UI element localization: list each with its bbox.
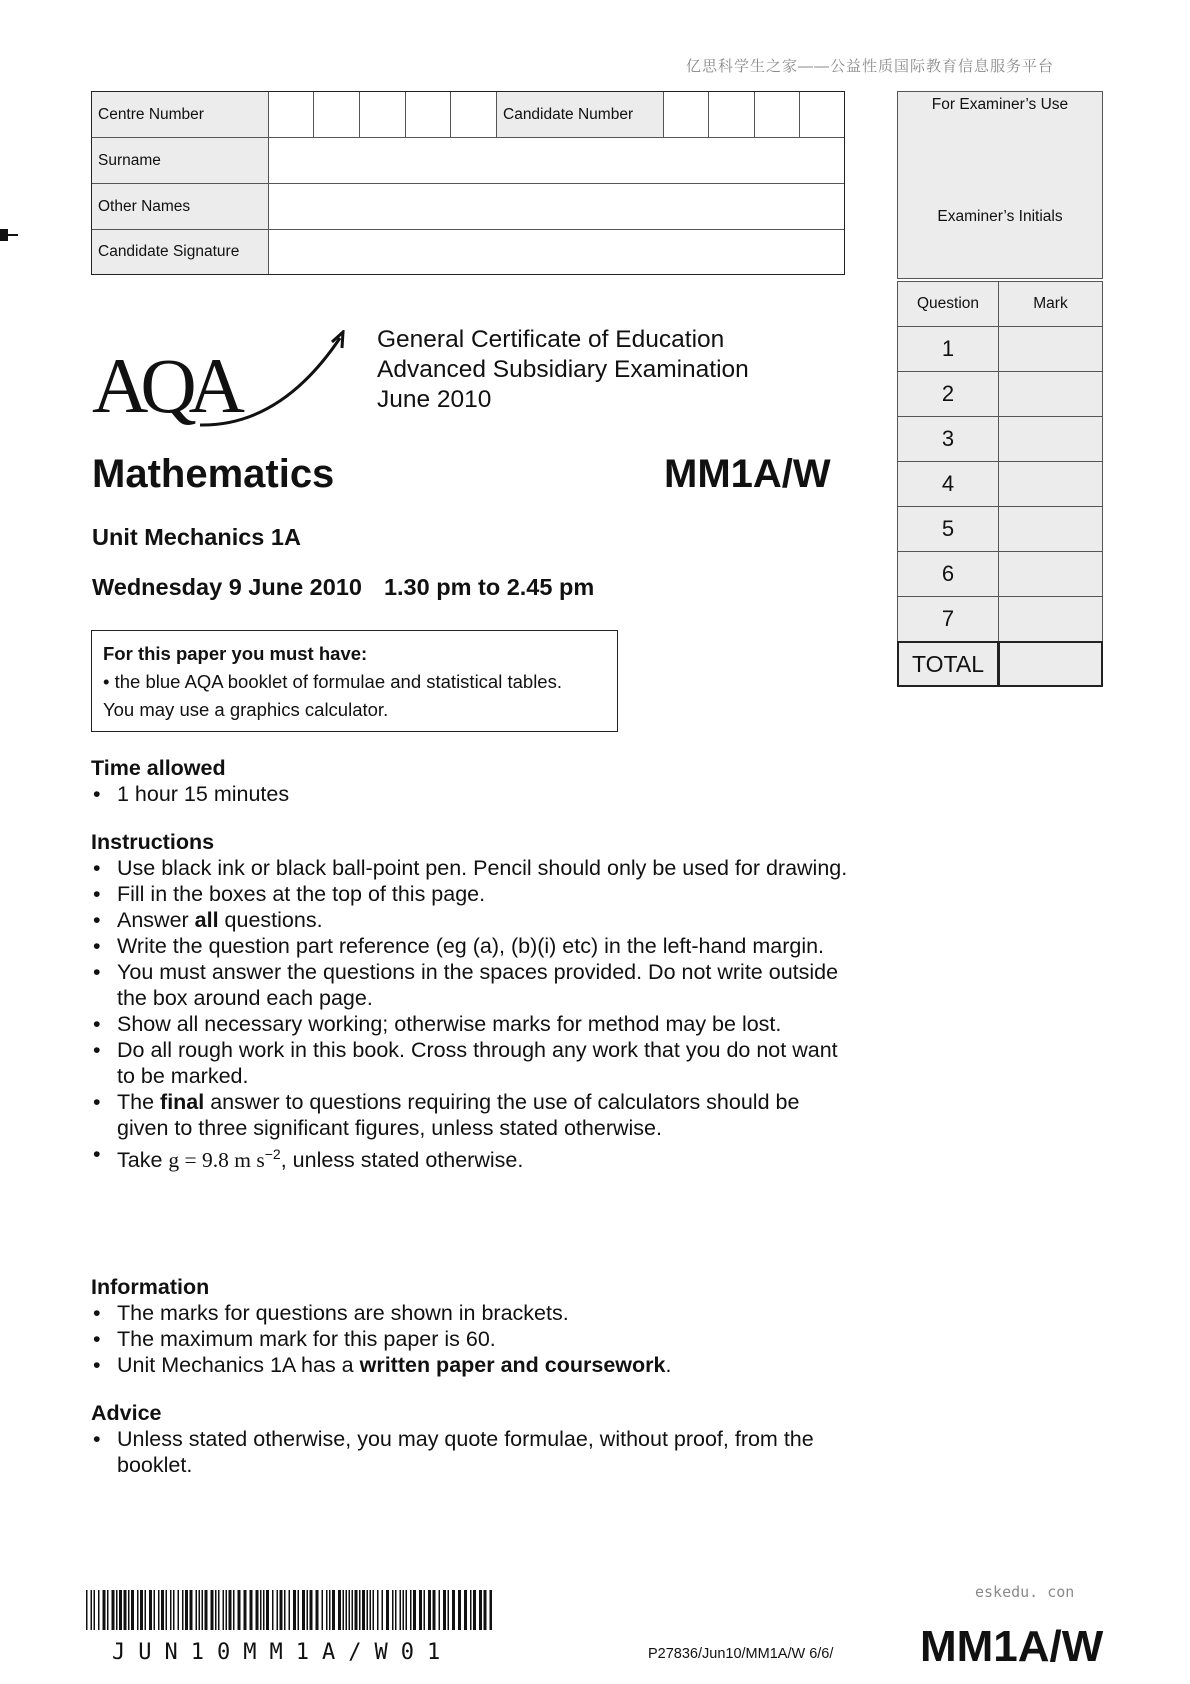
barcode-bar	[490, 1590, 493, 1630]
must-have-item: • the blue AQA booklet of formulae and statistical tables.	[103, 671, 562, 692]
barcode-bar	[452, 1590, 455, 1630]
barcode-bar	[386, 1590, 389, 1630]
barcode-bar	[322, 1590, 324, 1630]
footer-paper-code: MM1A/W	[920, 1622, 1104, 1671]
barcode-bar	[316, 1590, 319, 1630]
barcode-bar	[419, 1590, 422, 1630]
barcode-bar	[161, 1590, 164, 1630]
barcode-bar	[479, 1590, 482, 1630]
barcode-bar	[433, 1590, 436, 1630]
marks-grid-header	[897, 281, 1103, 327]
paper-reference: P27836/Jun10/MM1A/W 6/6/	[648, 1646, 834, 1662]
barcode-bar	[215, 1590, 217, 1630]
barcode-bar	[103, 1590, 106, 1630]
subject-title: Mathematics	[92, 452, 335, 496]
barcode-bar	[448, 1590, 450, 1630]
instruction-item: • Use black ink or black ball-point pen. Pencil should only be used for drawing.	[91, 855, 851, 881]
information-section	[91, 1274, 851, 1378]
barcode-bar	[158, 1590, 160, 1630]
barcode-bar	[223, 1590, 225, 1630]
aqa-logo-text: AQA	[92, 342, 237, 429]
centre-number-digit[interactable]	[360, 92, 406, 137]
barcode-bar	[289, 1590, 291, 1630]
candidate-number-digit[interactable]	[709, 92, 755, 137]
question-row	[897, 596, 1103, 642]
barcode-bar	[377, 1590, 379, 1630]
candidate-number-digit[interactable]	[800, 92, 844, 137]
barcode-bar	[439, 1590, 441, 1630]
barcode-bar	[112, 1590, 115, 1630]
instructions-section	[91, 829, 851, 1173]
barcode-bar	[137, 1590, 139, 1630]
registration-mark	[0, 223, 10, 247]
barcode-bar	[406, 1590, 408, 1630]
barcode-bar	[298, 1590, 300, 1630]
question-row	[897, 371, 1103, 417]
barcode-bar	[178, 1590, 180, 1630]
barcode-bar	[329, 1590, 331, 1630]
signature-field[interactable]	[269, 230, 844, 274]
aqa-logo	[90, 330, 348, 430]
other-names-row	[92, 184, 844, 230]
barcode-bar	[473, 1590, 476, 1630]
exam-date: Wednesday 9 June 2010	[92, 574, 362, 600]
instruction-item: • Take g = 9.8 m $s^{-2}$, unless stated otherwise.	[91, 1141, 851, 1173]
total-row	[897, 641, 1103, 687]
barcode-bar	[124, 1590, 127, 1630]
candidate-number-digit[interactable]	[755, 92, 800, 137]
barcode-bar	[173, 1590, 175, 1630]
must-have-note: You may use a graphics calculator.	[103, 699, 389, 720]
centre-number-label: Centre Number	[92, 92, 269, 137]
total-label: TOTAL	[897, 641, 999, 687]
barcode-bar	[352, 1590, 354, 1630]
time-allowed-section	[91, 755, 851, 807]
mark-cell[interactable]	[998, 551, 1103, 597]
question-row	[897, 551, 1103, 597]
barcode-bar	[266, 1590, 269, 1630]
barcode-bar	[190, 1590, 193, 1630]
other-names-label: Other Names	[92, 184, 269, 229]
exam-datetime	[92, 574, 594, 601]
barcode-bar	[307, 1590, 309, 1630]
watermark-bottom: eskedu. con	[975, 1583, 1075, 1601]
barcode-bar	[166, 1590, 168, 1630]
mark-cell[interactable]	[998, 596, 1103, 642]
barcode-bar	[443, 1590, 446, 1630]
question-number: 5	[897, 506, 999, 552]
centre-number-digit[interactable]	[406, 92, 451, 137]
barcode-bar	[470, 1590, 472, 1630]
qualification-line-2: Advanced Subsidiary Examination	[377, 356, 749, 383]
instructions-heading: Instructions	[91, 830, 215, 854]
exam-time: 1.30 pm to 2.45 pm	[383, 574, 595, 600]
signature-row	[92, 230, 844, 274]
barcode-bar	[355, 1590, 358, 1630]
question-row	[897, 326, 1103, 372]
question-row	[897, 461, 1103, 507]
barcode-bar	[202, 1590, 204, 1630]
time-allowed-heading: Time allowed	[91, 756, 226, 780]
question-number: 3	[897, 416, 999, 462]
barcode-bar	[346, 1590, 348, 1630]
barcode-bar	[338, 1590, 341, 1630]
barcode-bar	[199, 1590, 201, 1630]
barcode-bar	[94, 1590, 96, 1630]
barcode-bar	[226, 1590, 228, 1630]
barcode-bar	[302, 1590, 305, 1630]
barcode-bar	[410, 1590, 412, 1630]
barcode-bar	[250, 1590, 253, 1630]
mark-cell[interactable]	[998, 371, 1103, 417]
barcode-bar	[349, 1590, 351, 1630]
barcode-bar	[413, 1590, 416, 1630]
question-header: Question	[897, 281, 999, 327]
centre-candidate-number-row	[92, 92, 844, 138]
marks-grid	[897, 281, 1103, 687]
barcode-bar	[370, 1590, 372, 1630]
qualification-heading	[377, 325, 749, 415]
barcode-bar	[263, 1590, 265, 1630]
barcode-bar	[205, 1590, 208, 1630]
mark-cell[interactable]	[998, 506, 1103, 552]
barcode-bar	[98, 1590, 100, 1630]
question-row	[897, 416, 1103, 462]
barcode-bar	[284, 1590, 286, 1630]
mark-cell[interactable]	[998, 416, 1103, 462]
barcode-bar	[367, 1590, 369, 1630]
barcode-bar	[244, 1590, 247, 1630]
barcode-bar	[229, 1590, 232, 1630]
barcode-bar	[91, 1590, 93, 1630]
total-mark-cell[interactable]	[998, 641, 1103, 687]
barcode-bar	[233, 1590, 235, 1630]
barcode-bar	[382, 1590, 384, 1630]
surname-field[interactable]	[269, 138, 844, 183]
barcode-bar	[359, 1590, 361, 1630]
barcode-bar	[211, 1590, 214, 1630]
barcode-bar	[464, 1590, 467, 1630]
barcode-bar	[131, 1590, 134, 1630]
barcode-bar	[238, 1590, 241, 1630]
barcode-bar	[86, 1590, 88, 1630]
information-heading: Information	[91, 1275, 210, 1299]
information-item: • The marks for questions are shown in brackets.	[91, 1300, 851, 1326]
barcode-bar	[424, 1590, 426, 1630]
barcode-text: JUN10MM1A/W01	[112, 1640, 454, 1665]
examiner-use-box	[897, 91, 1103, 693]
examiner-initials-label: Examiner’s Initials	[897, 205, 1103, 279]
question-number: 7	[897, 596, 999, 642]
barcode-bar	[458, 1590, 461, 1630]
watermark-top: 亿思科学生之家——公益性质国际教育信息服务平台	[686, 58, 1055, 75]
instruction-item: • Show all necessary working; otherwise marks for method may be lost.	[91, 1011, 851, 1037]
must-have-box	[91, 630, 618, 732]
barcode-bar	[185, 1590, 188, 1630]
question-number: 1	[897, 326, 999, 372]
information-item: • The maximum mark for this paper is 60.	[91, 1326, 851, 1352]
barcode-bar	[170, 1590, 172, 1630]
information-item: • Unit Mechanics 1A has a written paper and coursework.	[91, 1352, 851, 1378]
barcode-bar	[256, 1590, 259, 1630]
advice-section	[91, 1400, 851, 1478]
barcode-bar	[119, 1590, 122, 1630]
barcode-bar	[149, 1590, 152, 1630]
surname-label: Surname	[92, 138, 269, 183]
qualification-line-3: June 2010	[377, 386, 492, 413]
instruction-item: • You must answer the questions in the spaces provided. Do not write outside the box around each page.	[91, 959, 851, 1011]
barcode-bar	[332, 1590, 335, 1630]
barcode-bar	[277, 1590, 279, 1630]
barcode-bar	[362, 1590, 365, 1630]
candidate-details-box	[91, 91, 845, 275]
question-number: 2	[897, 371, 999, 417]
instruction-item: • Do all rough work in this book. Cross through any work that you do not want to be marked.	[91, 1037, 851, 1089]
barcode-bar	[116, 1590, 118, 1630]
mark-cell[interactable]	[998, 461, 1103, 507]
instruction-item: • Fill in the boxes at the top of this page.	[91, 881, 851, 907]
time-allowed-item: • 1 hour 15 minutes	[91, 781, 851, 807]
advice-heading: Advice	[91, 1401, 162, 1425]
barcode-bar	[218, 1590, 220, 1630]
barcode-bar	[140, 1590, 143, 1630]
candidate-number-digit[interactable]	[664, 92, 709, 137]
barcode-bar	[293, 1590, 296, 1630]
examiner-use-label: For Examiner’s Use	[897, 91, 1103, 206]
question-number: 4	[897, 461, 999, 507]
paper-code: MM1A/W	[664, 452, 831, 496]
unit-title: Unit Mechanics 1A	[92, 524, 301, 550]
barcode-bar	[272, 1590, 274, 1630]
barcode-bar	[428, 1590, 431, 1630]
centre-number-digit[interactable]	[451, 92, 497, 137]
instruction-item: • Write the question part reference (eg (a), (b)(i) etc) in the left-hand margin.	[91, 933, 851, 959]
mark-cell[interactable]	[998, 326, 1103, 372]
instruction-item: • The final answer to questions requiring the use of calculators should be given to three significant figures, unless stated otherwise.	[91, 1089, 851, 1141]
centre-number-digit[interactable]	[314, 92, 360, 137]
candidate-number-label: Candidate Number	[497, 92, 664, 137]
instruction-item: • Answer all questions.	[91, 907, 851, 933]
barcode-bar	[400, 1590, 402, 1630]
barcode-bar	[260, 1590, 262, 1630]
barcode-bar	[403, 1590, 405, 1630]
barcode-bar	[484, 1590, 487, 1630]
question-row	[897, 506, 1103, 552]
mark-header: Mark	[998, 281, 1103, 327]
other-names-field[interactable]	[269, 184, 844, 229]
signature-label: Candidate Signature	[92, 230, 269, 274]
question-number: 6	[897, 551, 999, 597]
barcode-bar	[145, 1590, 147, 1630]
barcode-bar	[395, 1590, 397, 1630]
barcode-bar	[280, 1590, 283, 1630]
barcode-bar	[343, 1590, 345, 1630]
barcode-bar	[392, 1590, 394, 1630]
must-have-title: For this paper you must have:	[103, 643, 368, 664]
barcode-bar	[196, 1590, 198, 1630]
barcode-bar	[373, 1590, 375, 1630]
barcode	[86, 1590, 492, 1630]
barcode-bar	[128, 1590, 130, 1630]
barcode-bar	[154, 1590, 156, 1630]
barcode-bar	[107, 1590, 109, 1630]
centre-number-digit[interactable]	[269, 92, 314, 137]
qualification-line-1: General Certificate of Education	[377, 326, 725, 353]
barcode-bar	[326, 1590, 328, 1630]
advice-item: • Unless stated otherwise, you may quote formulae, without proof, from the booklet.	[91, 1426, 851, 1478]
barcode-bar	[182, 1590, 184, 1630]
surname-row	[92, 138, 844, 184]
barcode-bar	[310, 1590, 313, 1630]
